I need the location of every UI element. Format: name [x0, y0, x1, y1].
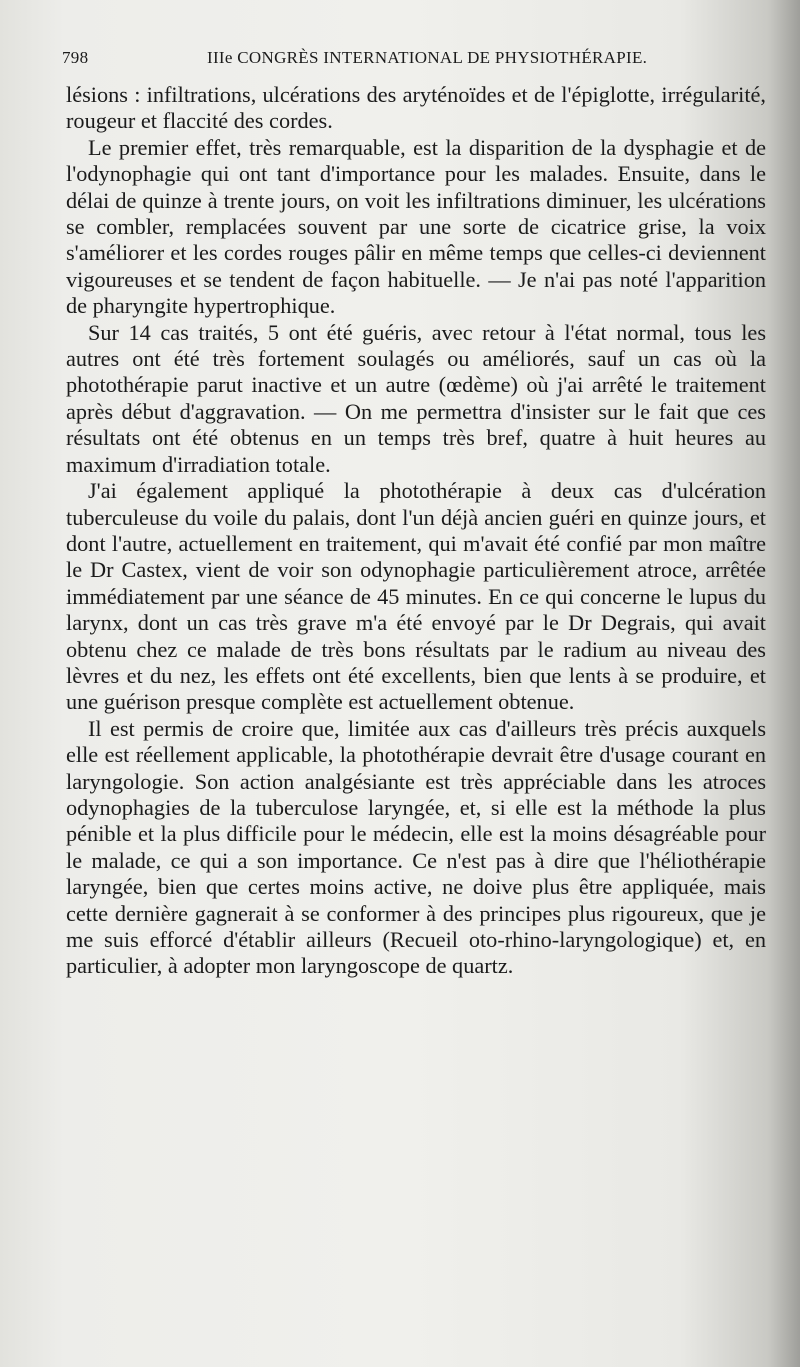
body-text: [66, 82, 766, 980]
paragraph: J'ai également appliqué la photothérapie à deux cas d'ulcération tuberculeuse du voile du palais, dont l'un déjà ancien guéri en quinze jours, et dont l'autre, actuellement en traitement, qui m'avait été confié par mon maître le Dr Castex, vient de voir son odynophagie particulièrement atroce, arrêtée immédiatement par une séance de 45 minutes. En ce qui concerne le lupus du larynx, dont un cas très grave m'a été envoyé par le Dr Degrais, qui avait obtenu chez ce malade de très bons résultats par le radium au niveau des lèvres et du nez, les effets ont été excellents, bien que lents à se produire, et une guérison presque complète est actuellement obtenue.: [66, 478, 766, 715]
paragraph: Sur 14 cas traités, 5 ont été guéris, avec retour à l'état normal, tous les autres ont été très fortement soulagés ou améliorés, sauf un cas où la photothérapie parut inactive et un autre (œdème) où j'ai arrêté le traitement après début d'aggravation. — On me permettra d'insister sur le fait que ces résultats ont été obtenus en un temps très bref, quatre à huit heures au maximum d'irradiation totale.: [66, 319, 766, 477]
paragraph: Il est permis de croire que, limitée aux cas d'ailleurs très précis auxquels elle est réellement applicable, la photothérapie devrait être d'usage courant en laryngologie. Son action analgésiante est très appréciable dans les atroces odynophagies de la tuberculose laryngée, et, si elle est la méthode la plus pénible et la plus difficile pour le médecin, elle est la moins désagréable pour le malade, ce qui a son importance. Ce n'est pas à dire que l'héliothérapie laryngée, bien que certes moins active, ne doive plus être appliquée, mais cette dernière gagnerait à se conformer à des principes plus rigoureux, que je me suis efforcé d'établir ailleurs (Recueil oto-rhino-laryngologique) et, en particulier, à adopter mon laryngoscope de quartz.: [66, 715, 766, 979]
paragraph: Le premier effet, très remarquable, est la disparition de la dysphagie et de l'odynophagie qui ont tant d'importance pour les malades. Ensuite, dans le délai de quinze à trente jours, on voit les infiltrations diminuer, les ulcérations se combler, remplacées souvent par une sorte de cicatrice grise, la voix s'améliorer et les cordes rouges pâlir en même temps que celles-ci deviennent vigoureuses et se tendent de façon habituelle. — Je n'ai pas noté l'apparition de pharyngite hypertrophique.: [66, 134, 766, 319]
page-header: [62, 44, 752, 74]
paragraph-continuation: lésions : infiltrations, ulcérations des aryténoïdes et de l'épiglotte, irrégularité, rougeur et flaccité des cordes.: [66, 82, 766, 134]
running-title: IIIe CONGRÈS INTERNATIONAL DE PHYSIOTHÉRAPIE.: [207, 48, 648, 67]
page-number: 798: [62, 48, 89, 67]
